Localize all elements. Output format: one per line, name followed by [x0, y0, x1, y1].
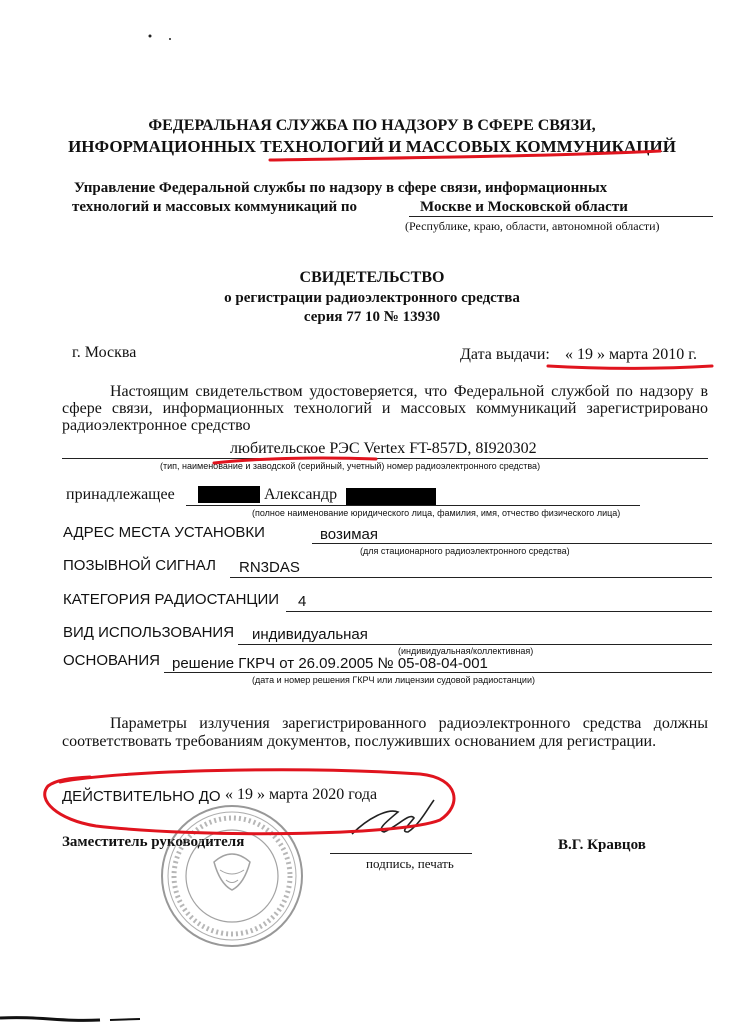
- usage-label: ВИД ИСПОЛЬЗОВАНИЯ: [63, 624, 235, 641]
- usage-value: индивидуальная: [252, 626, 368, 643]
- usage-underline: [238, 644, 712, 645]
- callsign-value: RN3DAS: [239, 559, 300, 576]
- issue-date-label: Дата выдачи:: [460, 346, 550, 363]
- device-underline: [62, 458, 708, 459]
- handwritten-signature: [352, 800, 434, 834]
- document-title: СВИДЕТЕЛЬСТВО: [299, 269, 445, 286]
- official-stamp: [162, 806, 302, 946]
- category-label: КАТЕГОРИЯ РАДИОСТАНЦИИ: [63, 591, 280, 608]
- address-label: АДРЕС МЕСТА УСТАНОВКИ: [63, 524, 265, 541]
- redaction-surname: [198, 486, 260, 503]
- usage-caption: (индивидуальная/коллективная): [398, 646, 534, 656]
- basis-label: ОСНОВАНИЯ: [63, 652, 160, 669]
- device-caption: (тип, наименование и заводской (серийный, учетный) номер радиоэлектронного средства): [160, 461, 541, 471]
- basis-value: решение ГКРЧ от 26.09.2005 № 05-08-04-001: [172, 655, 488, 672]
- owner-label: принадлежащее: [66, 486, 175, 503]
- address-caption: (для стационарного радиоэлектронного средства): [360, 546, 570, 556]
- signature-underline: [330, 853, 472, 854]
- owner-value: Александр: [264, 486, 338, 503]
- address-value: возимая: [320, 526, 379, 543]
- issue-date-value: « 19 » марта 2010 г.: [565, 346, 697, 363]
- address-underline: [312, 543, 712, 544]
- document-subtitle: о регистрации радиоэлектронного средства: [224, 290, 520, 306]
- category-underline: [286, 611, 712, 612]
- series-number: серия 77 10 № 13930: [303, 309, 441, 325]
- basis-caption: (дата и номер решения ГКРЧ или лицензии судовой радиостанции): [252, 675, 535, 685]
- validity-label: ДЕЙСТВИТЕЛЬНО ДО: [62, 788, 221, 805]
- department-line1: Управление Федеральной службы по надзору в сфере связи, информационных: [74, 180, 608, 196]
- owner-underline: [186, 505, 640, 506]
- device-value: любительское РЭС Vertex FT-857D, 8I920302: [230, 440, 537, 457]
- agency-name-line1: ФЕДЕРАЛЬНАЯ СЛУЖБА ПО НАДЗОРУ В СФЕРЕ СВЯЗИ,: [148, 117, 596, 134]
- callsign-underline: [230, 577, 712, 578]
- signatory-name: В.Г. Кравцов: [558, 837, 646, 853]
- agency-name-line2: ИНФОРМАЦИОННЫХ ТЕХНОЛОГИЙ И МАССОВЫХ КОММУНИКАЦИЙ: [68, 137, 676, 156]
- category-value: 4: [298, 593, 307, 610]
- owner-caption: (полное наименование юридического лица, фамилия, имя, отчество физического лица): [252, 508, 621, 518]
- region-caption: (Республике, краю, области, автономной области): [405, 219, 660, 233]
- place-of-issue: г. Москва: [72, 344, 137, 361]
- redaction-patronymic: [346, 488, 436, 505]
- signature-caption: подпись, печать: [366, 856, 454, 871]
- validity-value: « 19 » марта 2020 года: [225, 786, 378, 803]
- red-underline-issue-date: [548, 366, 712, 368]
- params-paragraph: Параметры излучения зарегистрированного радиоэлектронного средства должны соответствовать требованиям документов, послуживших основанием для регистрации.: [62, 715, 708, 750]
- basis-underline: [164, 672, 712, 673]
- department-line2: технологий и массовых коммуникаций по: [72, 199, 358, 215]
- signatory-position: Заместитель руководителя: [62, 834, 245, 850]
- department-region: Москве и Московской области: [420, 199, 628, 215]
- callsign-label: ПОЗЫВНОЙ СИГНАЛ: [63, 557, 216, 574]
- intro-paragraph: Настоящим свидетельством удостоверяется, что Федеральной службой по надзору в сфере связи, информационных технологий и массовых коммуникаций зарегистрировано радиоэлектронное средство: [62, 383, 708, 434]
- region-underline: [409, 216, 713, 217]
